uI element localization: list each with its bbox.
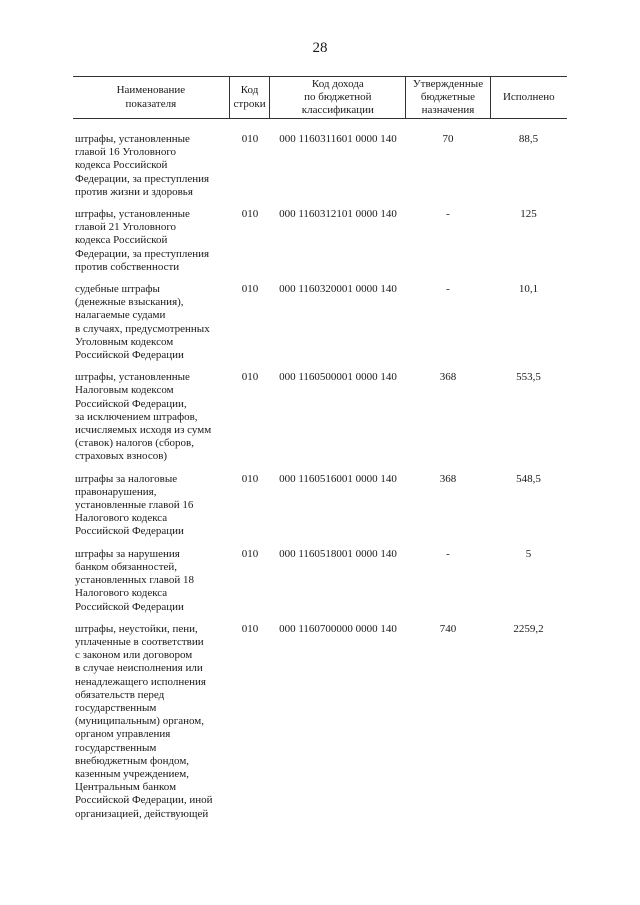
executed-value: 88,5 <box>518 133 539 145</box>
line-code: 010 <box>241 472 259 485</box>
approved-value: - <box>446 208 450 221</box>
header-indicator-name: Наименование показателя <box>73 77 230 118</box>
executed-value: 548,5 <box>516 472 541 485</box>
approved-value: - <box>446 283 450 296</box>
executed-value: 5 <box>525 547 532 560</box>
budget-code: 000 1160516001 0000 140 <box>279 472 397 485</box>
executed-value: 10,1 <box>518 283 539 296</box>
executed-value: 125 <box>520 208 537 221</box>
indicator-name: штрафы, установленные Налоговым кодексом Российской Федерации, за исключением штрафов, исчисляемых исходя из сумм (ставок) налогов (сборов, страховых взносов) <box>75 371 212 463</box>
table-row <box>73 133 567 199</box>
table-header <box>73 76 567 119</box>
indicator-name: штрафы, установленные главой 21 Уголовного кодекса Российской Федерации, за преступления против собственности <box>75 208 210 273</box>
approved-value: 368 <box>439 371 457 384</box>
line-code: 010 <box>241 547 259 560</box>
line-code: 010 <box>241 622 259 635</box>
budget-code: 000 1160700000 0000 140 <box>279 622 397 635</box>
indicator-name: штрафы, неустойки, пени, уплаченные в соответствии с законом или договором в случае неисполнения или ненадлежащего исполнения обязательств перед государственным (муниципальным) органом, органом управления государственным внебюджетным фондом, казенным учреждением, Центральным банком Российской Федерации, иной организацией, действующей <box>75 622 213 820</box>
indicator-name: штрафы, установленные главой 16 Уголовного кодекса Российской Федерации, за преступления против жизни и здоровья <box>75 133 210 198</box>
budget-code: 000 1160500001 0000 140 <box>279 371 397 384</box>
line-code: 010 <box>241 283 259 296</box>
table-row <box>73 623 567 821</box>
approved-value: 70 <box>442 133 454 145</box>
line-code: 010 <box>241 133 259 145</box>
table-row <box>73 283 567 362</box>
budget-table <box>73 76 567 821</box>
line-code: 010 <box>241 208 259 221</box>
table-row <box>73 371 567 463</box>
table-row <box>73 548 567 614</box>
page-number: 28 <box>312 40 328 56</box>
table-row <box>73 473 567 539</box>
executed-value: 2259,2 <box>513 622 544 635</box>
table-row <box>73 208 567 274</box>
header-line-code: Код строки <box>230 77 271 118</box>
table-body <box>73 133 567 821</box>
indicator-name: судебные штрафы (денежные взыскания), налагаемые судами в случаях, предусмотренных Уголовным кодексом Российской Федерации <box>75 283 210 362</box>
budget-code: 000 1160311601 0000 140 <box>279 133 397 145</box>
approved-value: 368 <box>439 472 457 485</box>
budget-code: 000 1160320001 0000 140 <box>279 283 397 296</box>
executed-value: 553,5 <box>516 371 541 384</box>
header-approved: Утвержденные бюджетные назначения <box>406 77 490 118</box>
header-budget-code: Код дохода по бюджетной классификации <box>270 77 406 118</box>
budget-code: 000 1160518001 0000 140 <box>279 547 397 560</box>
header-executed: Исполнено <box>502 90 555 103</box>
budget-code: 000 1160312101 0000 140 <box>279 208 397 221</box>
line-code: 010 <box>241 371 259 384</box>
indicator-name: штрафы за нарушения банком обязанностей, установленных главой 18 Налогового кодекса Российской Федерации <box>75 547 195 613</box>
indicator-name: штрафы за налоговые правонарушения, установленные главой 16 Налогового кодекса Российской Федерации <box>75 472 194 538</box>
approved-value: 740 <box>439 622 457 635</box>
approved-value: - <box>446 547 450 560</box>
